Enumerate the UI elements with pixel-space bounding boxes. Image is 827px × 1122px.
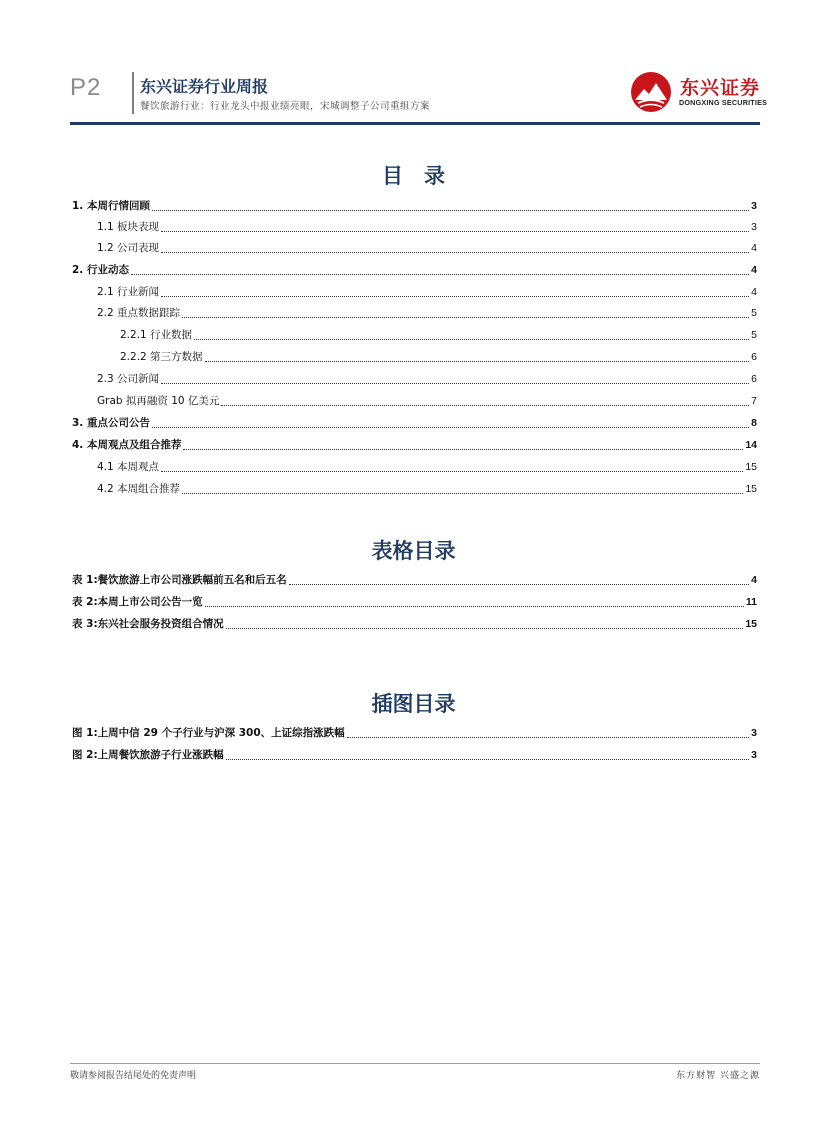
toc-entry[interactable]: 4. 本周观点及组合推荐 14	[72, 439, 757, 451]
page-number: P2	[70, 74, 102, 101]
toc-entry[interactable]: 3. 重点公司公告 8	[72, 417, 757, 429]
toc-entry[interactable]: 2.2 重点数据跟踪 5	[97, 307, 757, 319]
figures-index-title: 插图目录	[371, 692, 456, 716]
figure-index-entry[interactable]: 图 1:上周中信 29 个子行业与沪深 300、上证综指涨跌幅 3	[72, 727, 757, 739]
report-subtitle: 餐饮旅游行业：行业龙头中报业绩亮眼，宋城调整子公司重组方案	[140, 101, 431, 112]
table-index-entry[interactable]: 表 2:本周上市公司公告一览 11	[72, 596, 757, 608]
toc-title: 目 录	[382, 164, 445, 188]
toc-entry[interactable]: 2.3 公司新闻 6	[97, 373, 757, 385]
table-index-entry[interactable]: 表 3:东兴社会服务投资组合情况 15	[72, 618, 757, 630]
toc-entry[interactable]: 2.2.1 行业数据 5	[120, 329, 757, 341]
logo-english-name: DONGXING SECURITIES	[679, 98, 768, 107]
toc-entry[interactable]: 2. 行业动态 4	[72, 264, 757, 276]
figure-index-entry[interactable]: 图 2:上周餐饮旅游子行业涨跌幅 3	[72, 749, 757, 761]
footer-slogan: 东方财智 兴盛之源	[676, 1071, 760, 1081]
header-rule	[70, 122, 760, 125]
toc-entry[interactable]: Grab 拟再融资 10 亿美元 7	[97, 395, 757, 407]
report-title: 东兴证券行业周报	[140, 77, 269, 96]
toc-entry[interactable]: 4.1 本周观点 15	[97, 461, 757, 473]
toc-entry[interactable]: 4.2 本周组合推荐 15	[97, 483, 757, 495]
logo-name: 东兴证券	[680, 77, 761, 99]
footer-rule	[70, 1063, 760, 1064]
toc-entry[interactable]: 1. 本周行情回顾 3	[72, 200, 757, 212]
toc-entry[interactable]: 1.2 公司表现 4	[97, 242, 757, 254]
table-index-entry[interactable]: 表 1:餐饮旅游上市公司涨跌幅前五名和后五名 4	[72, 574, 757, 586]
header-divider	[132, 72, 134, 114]
tables-index-title: 表格目录	[371, 539, 456, 563]
toc-entry[interactable]: 2.2.2 第三方数据 6	[120, 351, 757, 363]
footer-disclaimer: 敬请参阅报告结尾处的免责声明	[70, 1071, 197, 1081]
toc-entry[interactable]: 2.1 行业新闻 4	[97, 286, 757, 298]
toc-entry[interactable]: 1.1 板块表现 3	[97, 221, 757, 233]
